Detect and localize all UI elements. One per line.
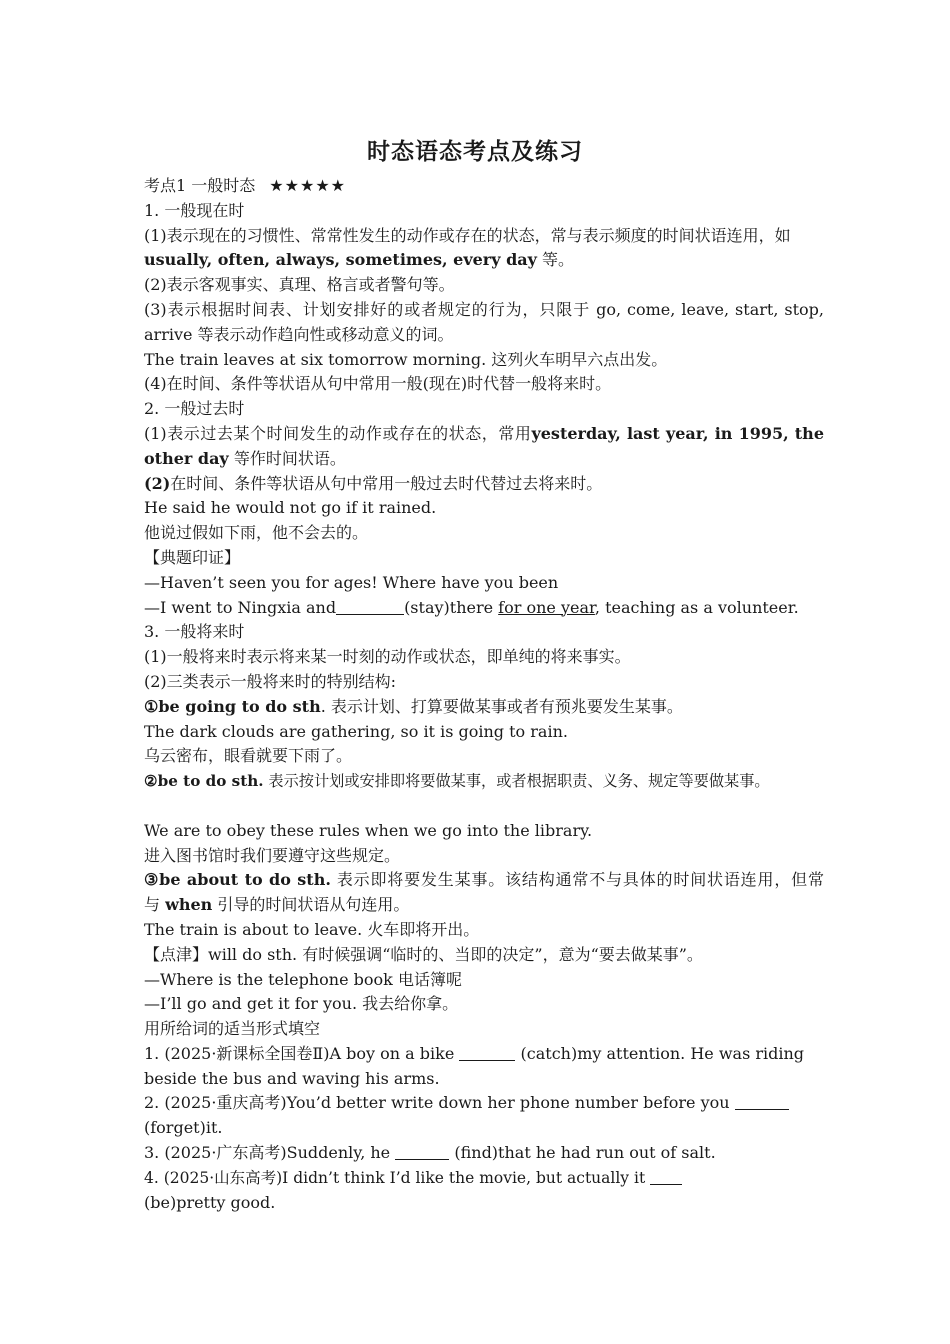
present-rule-1-line-2 — [144, 248, 824, 273]
present-rule-1-line-1: (1)表示现在的习惯性、常常性发生的动作或存在的状态，常与表示频度的时间状语连用，如 — [144, 225, 791, 245]
present-rule-2: (2)表示客观事实、真理、格言或者警句等。 — [144, 275, 455, 295]
past-example-en: He said he would not go if it rained. — [144, 498, 437, 518]
structure-2-example-cn: 进入图书馆时我们要遵守这些规定。 — [144, 845, 401, 865]
present-rule-3-line-1: (3)表示根据时间表、计划安排好的或者规定的行为，只限于 go, come, leave, start, stop, — [144, 299, 824, 319]
present-rule-1-end: 等。 — [542, 250, 575, 270]
question-2-line-1 — [144, 1091, 824, 1116]
past-rule-2 — [144, 472, 824, 497]
structure-3-desc: 表示即将要发生某事。该结构通常不与具体的时间状语连用，但常 — [330, 870, 824, 890]
past-example-cn: 他说过假如下雨，他不会去的。 — [144, 523, 369, 543]
question-3-hint: (find)that he had run out of salt. — [454, 1143, 716, 1163]
proof-dialog-2-mid: (stay)there — [404, 597, 499, 617]
answer-blank[interactable] — [650, 1168, 682, 1185]
question-1-line-2: beside the bus and waving his arms. — [144, 1068, 440, 1088]
question-3 — [144, 1141, 824, 1166]
structure-3-cont-start: 与 — [144, 895, 166, 915]
structure-1 — [144, 695, 824, 720]
tip-note: 【点津】will do sth. 有时候强调“临时的、当即的决定”，意为“要去做某事”。 — [144, 944, 703, 964]
question-4-line-1 — [144, 1166, 824, 1191]
past-time-expressions: yesterday, last year, in 1995, the — [531, 423, 824, 443]
future-rule-2: (2)三类表示一般将来时的特别结构: — [144, 671, 397, 691]
past-rule-1-end: 等作时间状语。 — [233, 448, 346, 468]
question-1-text: 1. (2025·新课标全国卷Ⅱ)A boy on a bike — [144, 1043, 455, 1063]
past-time-expression-end: other day — [144, 448, 229, 468]
structure-2-phrase: ②be to do sth. — [144, 772, 264, 791]
underlined-phrase: for one year — [498, 597, 595, 617]
present-example: The train leaves at six tomorrow morning. 这列火车明早六点出发。 — [144, 349, 668, 369]
present-rule-4: (4)在时间、条件等状语从句中常用一般(现在)时代替一般将来时。 — [144, 374, 612, 394]
structure-2-example-en: We are to obey these rules when we go into the library. — [144, 820, 593, 840]
question-2-text: 2. (2025·重庆高考)You’d better write down her phone number before you — [144, 1093, 730, 1113]
question-1-line-1 — [144, 1042, 824, 1067]
proof-dialog-2 — [144, 596, 824, 621]
future-rule-1: (1)一般将来时表示将来某一时刻的动作或状态，即单纯的将来事实。 — [144, 647, 631, 667]
question-4-line-2: (be)pretty good. — [144, 1192, 276, 1212]
tip-dialog-2: —I’ll go and get it for you. 我去给你拿。 — [144, 994, 459, 1014]
spacer — [144, 794, 824, 819]
structure-1-phrase: ①be going to do sth — [144, 696, 321, 716]
question-4-text: 4. (2025·山东高考)I didn’t think I’d like the movie, but actually it — [144, 1168, 646, 1187]
structure-3-phrase: ③be about to do sth. — [144, 870, 331, 890]
answer-blank[interactable] — [459, 1044, 515, 1061]
past-rule-1-text: (1)表示过去某个时间发生的动作或存在的状态，常用 — [144, 423, 532, 443]
past-rule-2-text: 在时间、条件等状语从句中常用一般过去时代替过去将来时。 — [170, 473, 603, 493]
question-2-line-2: (forget)it. — [144, 1118, 223, 1138]
structure-1-example-cn: 乌云密布，眼看就要下雨了。 — [144, 746, 353, 766]
future-heading: 3. 一般将来时 — [144, 622, 245, 642]
proof-dialog-2-end: , teaching as a volunteer. — [594, 597, 799, 617]
structure-3-example: The train is about to leave. 火车即将开出。 — [144, 919, 480, 939]
present-heading: 1. 一般现在时 — [144, 200, 245, 220]
rating-stars: ★★★★★ — [269, 176, 346, 195]
page-title: 时态语态考点及练习 — [367, 139, 583, 165]
question-1-hint: (catch)my attention. He was riding — [520, 1043, 805, 1063]
past-rule-1-line-2 — [144, 447, 824, 472]
structure-1-desc: . 表示计划、打算要做某事或者有预兆要发生某事。 — [320, 696, 683, 716]
when-keyword: when — [165, 895, 213, 915]
structure-1-example-en: The dark clouds are gathering, so it is going to rain. — [144, 721, 568, 741]
structure-3-line-2 — [144, 893, 824, 918]
structure-2 — [144, 769, 824, 794]
past-heading: 2. 一般过去时 — [144, 399, 245, 419]
answer-blank[interactable] — [735, 1093, 789, 1110]
present-rule-3-line-2: arrive 等表示动作趋向性或移动意义的词。 — [144, 324, 454, 344]
proof-dialog-2-start: —I went to Ningxia and — [144, 597, 337, 617]
answer-blank[interactable] — [395, 1143, 449, 1160]
structure-2-desc: 表示按计划或安排即将要做某事，或者根据职责、义务、规定等要做某事。 — [263, 772, 770, 791]
proof-dialog-1: —Haven’t seen you for ages! Where have you been — [144, 572, 559, 592]
exercise-instruction: 用所给词的适当形式填空 — [144, 1019, 321, 1039]
past-rule-1-line-1 — [144, 422, 824, 447]
past-rule-2-number: (2) — [144, 473, 171, 493]
tip-dialog-1: —Where is the telephone book 电话簿呢 — [144, 969, 462, 989]
question-3-text: 3. (2025·广东高考)Suddenly, he — [144, 1143, 391, 1163]
proof-label: 【典题印证】 — [144, 547, 241, 567]
answer-blank[interactable] — [336, 598, 404, 615]
frequency-adverbs: usually, often, always, sometimes, every day — [144, 250, 537, 270]
document-body — [144, 174, 824, 1215]
structure-3-cont-end: 引导的时间状语从句连用。 — [212, 895, 410, 915]
section-label: 考点1 一般时态 — [144, 176, 256, 195]
section-heading — [144, 174, 824, 199]
structure-3 — [144, 868, 824, 893]
